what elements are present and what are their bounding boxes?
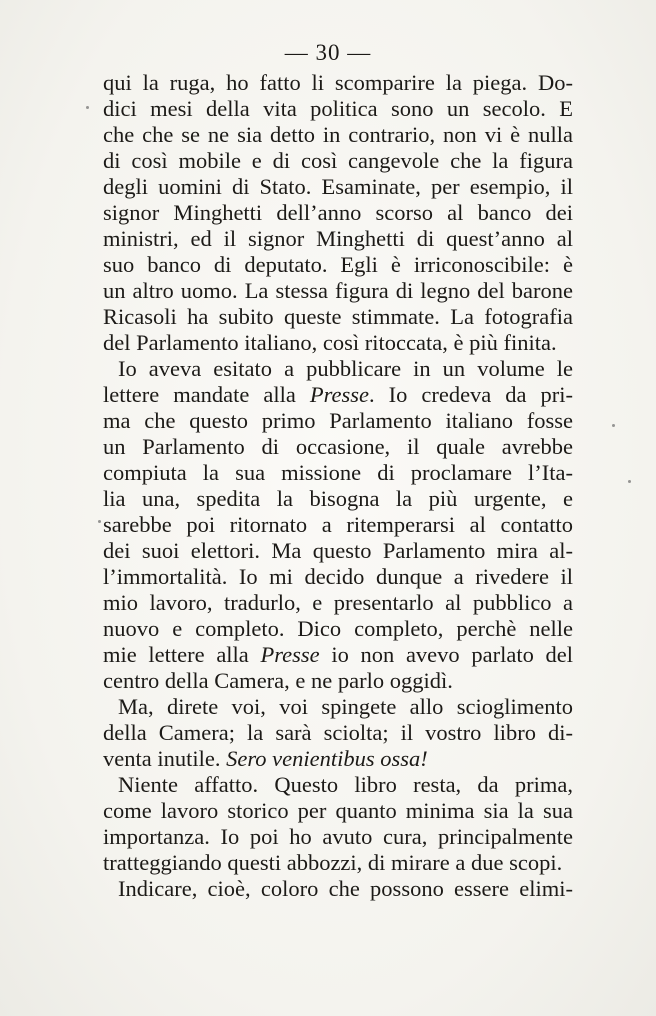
page-number: — 30 — [284, 40, 372, 65]
text-line [103, 408, 573, 434]
paper-speck [86, 106, 89, 109]
text-segment: venta inutile. [103, 746, 227, 771]
text-line [103, 434, 573, 460]
text-line [103, 590, 573, 616]
text-line [103, 382, 573, 408]
text-line [103, 772, 573, 798]
text-line [103, 720, 573, 746]
text-line [103, 512, 573, 538]
text-line [103, 564, 573, 590]
text-line [103, 278, 573, 304]
text-segment: . Io credeva da pri- [369, 382, 573, 407]
italic-text: Sero venientibus ossa! [226, 746, 428, 771]
text-line [103, 616, 573, 642]
text-segment: dei suoi elettori. Ma questo Parlamento mira al- [103, 538, 573, 563]
text-segment: del Parlamento italiano, così ritoccata, è più finita. [103, 330, 557, 355]
text-segment: come lavoro storico per quanto minima sia la sua [103, 798, 573, 823]
text-line [103, 356, 573, 382]
text-segment: dici mesi della vita politica sono un secolo. E [103, 96, 573, 121]
paper-speck [98, 520, 101, 523]
text-segment: compiuta la sua missione di proclamare l’Ita- [103, 460, 573, 485]
text-segment: Indicare, cioè, coloro che possono essere elimi- [118, 876, 573, 901]
text-segment: un altro uomo. La stessa figura di legno del barone [103, 278, 573, 303]
text-line [103, 304, 573, 330]
text-segment: l’immortalità. Io mi decido dunque a rivedere il [103, 564, 573, 589]
text-segment: di così mobile e di così cangevole che la figura [103, 148, 573, 173]
text-line [103, 486, 573, 512]
italic-text: Presse [260, 642, 320, 667]
text-segment: sarebbe poi ritornato a ritemperarsi al contatto [103, 512, 573, 537]
body-text [103, 70, 573, 902]
text-segment: della Camera; la sarà sciolta; il vostro libro di- [103, 720, 573, 745]
text-line [103, 824, 573, 850]
text-line [103, 798, 573, 824]
text-segment: degli uomini di Stato. Esaminate, per esempio, il [103, 174, 573, 199]
text-line [103, 460, 573, 486]
text-segment: Ma, direte voi, voi spingete allo scioglimento [118, 694, 573, 719]
text-line [103, 96, 573, 122]
text-line [103, 642, 573, 668]
text-segment: un Parlamento di occasione, il quale avrebbe [103, 434, 573, 459]
text-segment: importanza. Io poi ho avuto cura, principalmente [103, 824, 573, 849]
text-line [103, 226, 573, 252]
text-segment: centro della Camera, e ne parlo oggidì. [103, 668, 453, 693]
text-line [103, 746, 573, 772]
text-line [103, 122, 573, 148]
text-line [103, 200, 573, 226]
text-segment: suo banco di deputato. Egli è irriconoscibile: è [103, 252, 573, 277]
text-segment: lia una, spedita la bisogna la più urgente, e [103, 486, 573, 511]
text-segment: Ricasoli ha subito queste stimmate. La fotografia [103, 304, 573, 329]
text-segment: che che se ne sia detto in contrario, non vi è nulla [103, 122, 573, 147]
paper-speck [612, 424, 615, 427]
text-line [103, 538, 573, 564]
text-segment: mio lavoro, tradurlo, e presentarlo al pubblico a [103, 590, 573, 615]
text-line [103, 148, 573, 174]
text-segment: lettere mandate alla [103, 382, 310, 407]
italic-text: Presse [309, 382, 370, 407]
text-line [103, 252, 573, 278]
text-line [103, 668, 573, 694]
text-segment: io non avevo parlato del [319, 642, 573, 667]
text-line [103, 330, 573, 356]
text-segment: nuovo e completo. Dico completo, perchè nelle [103, 616, 573, 641]
text-line [103, 850, 573, 876]
text-segment: Niente affatto. Questo libro resta, da prima, [118, 772, 573, 797]
text-line [103, 174, 573, 200]
text-segment: qui la ruga, ho fatto li scomparire la piega. Do- [103, 70, 573, 95]
text-segment: Io aveva esitato a pubblicare in un volume le [118, 356, 573, 381]
text-segment: signor Minghetti dell’anno scorso al banco dei [103, 200, 573, 225]
text-line [103, 70, 573, 96]
text-segment: ministri, ed il signor Minghetti di quest’anno al [103, 226, 573, 251]
text-segment: tratteggiando questi abbozzi, di mirare a due scopi. [103, 850, 563, 875]
text-line [103, 694, 573, 720]
paper-speck [628, 480, 631, 483]
text-segment: mie lettere alla [103, 642, 261, 667]
text-segment: ma che questo primo Parlamento italiano fosse [103, 408, 573, 433]
text-line [103, 876, 573, 902]
